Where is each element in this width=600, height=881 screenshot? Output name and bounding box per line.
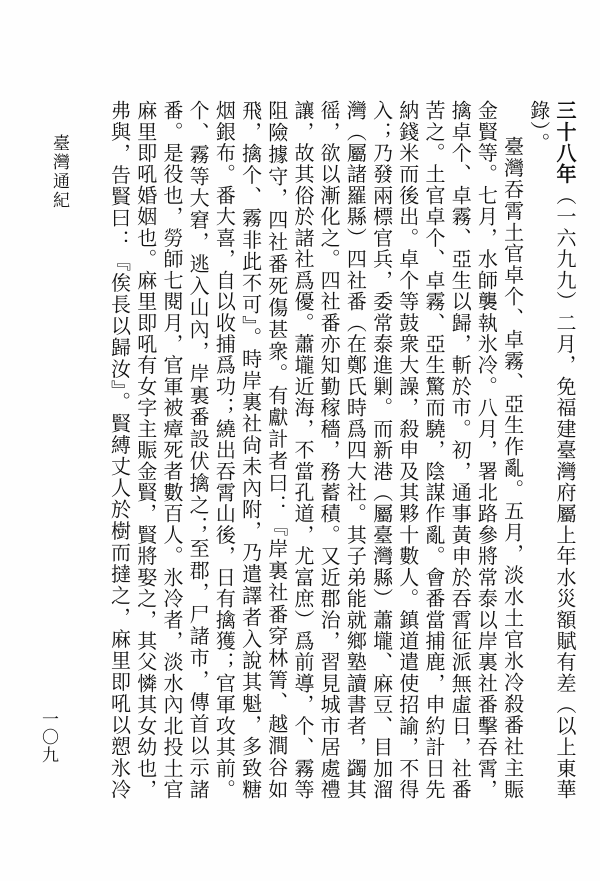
heading-text: （一六九九）二月，免福建臺灣府屬上年水災額賦有差（以上東華錄）。 [526, 100, 577, 800]
main-text-column-block [106, 100, 578, 800]
page-number: 一〇九 [38, 710, 58, 764]
body-paragraph: 臺灣吞霄土官卓个、卓霧、亞生作亂。五月，淡水土官氷冷殺番社主賑金賢等。七月，水師襲執氷冷。八月，署北路參將常泰以岸裏社番擊吞霄，擒卓个、卓霧、亞生以歸，斬於市。初，通事黃申於吞霄征派無虛日，社番苦之。土官卓个、卓霧、亞生驚而驍，陰謀作亂。會番當捕鹿，申約計日先納錢米而後出。卓个等鼓衆大譟，殺申及其夥十數人。鎮道遣使招諭，不得入；乃發兩標官兵，委常泰進剿。而新港（屬臺灣縣）蕭壠、麻豆、目加溜灣（屬諸羅縣）四社番（在鄭氏時爲四大社。其子弟能就鄉塾讀書者，蠲其徭，欲以漸化之。四社番亦知勤稼穡，務蓄積。又近郡治，習見城市居處禮讓，故其俗於諸社爲優。蕭壠近海，不當孔道，尤富庶）爲前導，个、霧等阻險據守，四社番死傷甚衆。有獻計者曰：『岸裏社番穿林箐、越澗谷如飛，擒个、霧非此不可』。時岸裏社尙未內附，乃遣譯者入說其魁，多致糖烟銀布。番大喜，自以收捕爲功；繞出吞霄山後，日有擒獲；官軍攻其前。个、霧等大窘，逃入山內，岸裏番設伏擒之；至郡，尸諸市，傳首以示諸番。是役也，勞師七閱月，官軍被瘴死者數百人。氷冷者，淡水內北投土官麻里即吼婚姻也。麻里即吼有女字主賑金賢，賢將娶之，其父憐其女幼也，弗與，告賢曰：『俟長以歸汝』。賢縛丈人於樹而撻之，麻里即吼以愬氷冷 [107, 100, 525, 800]
heading-year: 三十八年 [553, 100, 577, 185]
heading-line [526, 100, 578, 800]
running-title: 臺灣通紀 [49, 134, 69, 210]
